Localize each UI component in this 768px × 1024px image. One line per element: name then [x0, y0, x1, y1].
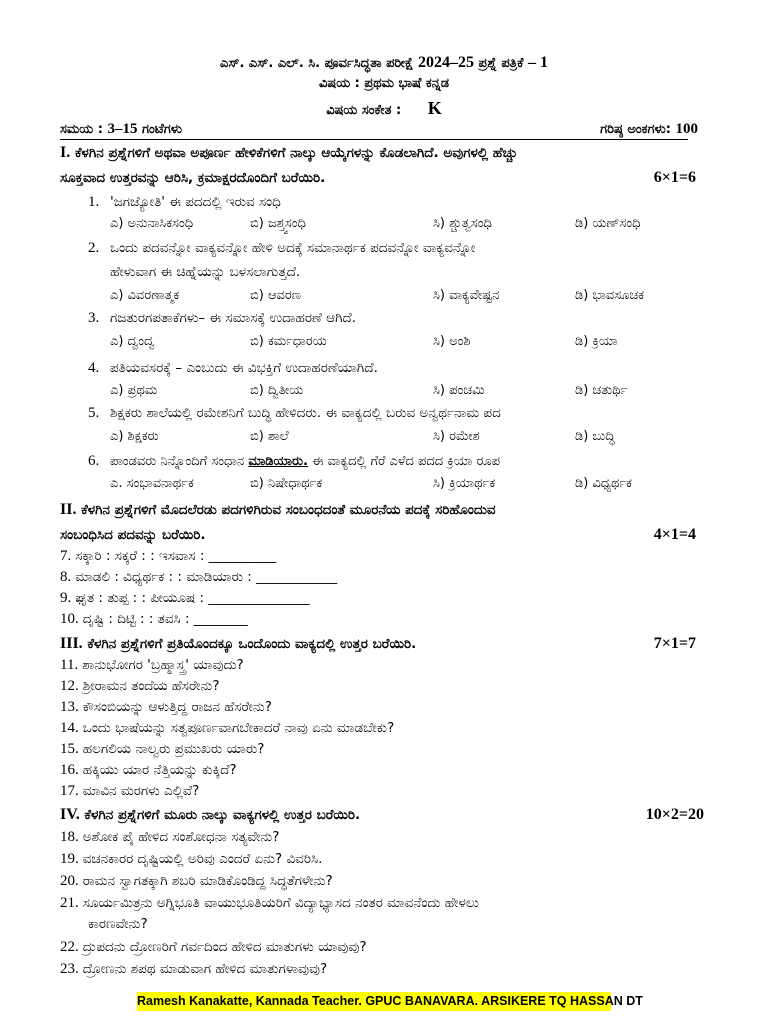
question-6: [88, 451, 500, 472]
list-item: [60, 961, 327, 978]
list-item: [60, 939, 367, 956]
section-1-marks: 6×1=6: [653, 169, 696, 186]
question-text: ಕೌಸಂಬಿಯನ್ನು ಆಳುತ್ತಿದ್ದ ರಾಜನ ಹೆಸರೇನು?: [82, 699, 272, 715]
question-2: [88, 238, 475, 258]
question-number: 16.: [60, 762, 79, 778]
question-number: 2.: [88, 240, 100, 256]
question-number: 7.: [60, 548, 72, 564]
question-text: ದೃಷ್ಟಿ : ದಿಟ್ಟಿ : : ತವಸಿ : ________: [82, 611, 248, 627]
q6-option-d: ಡಿ) ವಿಧ್ಯರ್ಥಕ: [575, 476, 632, 491]
q4-option-c: ಸಿ) ಪಂಚಮಿ: [433, 383, 485, 398]
q2-option-c: ಸಿ) ವಾಕ್ಯವೇಷ್ಟನ: [433, 288, 500, 303]
q3-option-d: ಡಿ) ಕ್ರಿಯಾ: [575, 334, 618, 349]
question-number: 17.: [60, 783, 79, 799]
question-number: 6.: [88, 453, 100, 469]
section-1-roman: I.: [60, 144, 71, 161]
q1-option-c: ಸಿ) ಶ್ಚುತ್ವಸಂಧಿ: [433, 216, 492, 231]
section-2-heading: [60, 501, 496, 519]
question-text: ದ್ರೋಣನು ಶಪಥ ಮಾಡುವಾಗ ಹೇಳಿದ ಮಾತುಗಳಾವುವು?: [82, 961, 328, 977]
q4-option-a: ಎ) ಪ್ರಥಮ: [110, 383, 158, 398]
list-item: [60, 783, 199, 800]
q6-option-b: ಬಿ) ನಿಷೇಧಾರ್ಥಕ: [250, 476, 323, 491]
section-4-roman: IV.: [60, 806, 80, 823]
question-4: [88, 358, 378, 378]
title-year: 2024–25: [417, 54, 474, 71]
question-number: 10.: [60, 611, 79, 627]
section-2-heading-line2: ಸಂಬಂಧಿಸಿದ ಪದವನ್ನು ಬರೆಯಿರಿ.: [60, 527, 206, 543]
question-number: 4.: [88, 360, 100, 376]
list-item: [60, 873, 333, 890]
question-number: 23.: [60, 961, 79, 977]
max-marks-label: ಗರಿಷ್ಠ ಅಂಕಗಳು:: [600, 122, 671, 137]
time-unit: ಗಂಟೆಗಳು: [141, 122, 183, 137]
question-number: 13.: [60, 699, 79, 715]
max-marks-line: [600, 119, 698, 140]
q3-option-b: ಬಿ) ಕರ್ಮಧಾರಯ: [250, 334, 327, 349]
question-number: 18.: [60, 829, 79, 845]
question-text: ಒಂದು ಪದವನ್ನೋ ವಾಕ್ಯವನ್ನೋ ಹೇಳಿ ಅದಕ್ಕೆ ಸಮಾನಾರ್ಥಕ ಪದವನ್ನೋ ವಾಕ್ಯವನ್ನೋ: [110, 240, 476, 256]
question-text: ಪತಿಯವಸರಕ್ಕೆ – ಎಂಬುದು ಈ ವಿಭಕ್ತಿಗೆ ಉದಾಹರಣೆಯಾಗಿದೆ.: [110, 360, 378, 376]
section-4-heading: [60, 806, 360, 824]
q4-option-b: ಬಿ) ದ್ವಿತೀಯ: [250, 383, 304, 398]
question-number: 22.: [60, 939, 79, 955]
question-number: 19.: [60, 851, 79, 867]
question-number: 15.: [60, 741, 79, 757]
list-item: [60, 569, 337, 586]
question-number: 14.: [60, 720, 79, 736]
question-number: 9.: [60, 590, 72, 606]
list-item: [60, 741, 264, 758]
question-text: ಶ್ರೀರಾಮನ ತಂದೆಯ ಹೆಸರೇನು?: [82, 678, 220, 694]
list-item: [60, 720, 394, 737]
section-1-heading-line2: ಸೂಕ್ತವಾದ ಉತ್ತರವನ್ನು ಆರಿಸಿ, ಕ್ರಮಾಕ್ಷರದೊಂದಿಗೆ ಬರೆಯಿರಿ.: [60, 170, 326, 186]
q2-option-d: ಡಿ) ಭಾವಸೂಚಕ: [575, 288, 645, 303]
time-value: 3–15: [107, 121, 138, 137]
question-number: 20.: [60, 873, 79, 889]
list-item: [60, 657, 244, 674]
question-text: ಮಾಡಲಿ : ವಿಧ್ಯರ್ಥಕ : : ಮಾಡಿಯಾರು : ____________: [75, 569, 338, 585]
question-number: 11.: [60, 657, 79, 673]
list-item: [60, 548, 276, 565]
question-text: ಒಂದು ಭಾಷೆಯನ್ನು ಸತ್ವಪೂರ್ಣವಾಗಬೇಕಾದರೆ ನಾವು ಏನು ಮಾಡಬೇಕು?: [82, 720, 395, 736]
question-text: ಶಾನುಭೋಗರ 'ಬ್ರಹ್ಮಾಸ್ತ್ರ' ಯಾವುದು?: [82, 657, 244, 673]
title-suffix: ಪ್ರಶ್ನೆ ಪತ್ರಿಕೆ: [478, 56, 524, 71]
q4-option-d: ಡಿ) ಚತುರ್ಥಿ: [575, 383, 628, 398]
q3-option-a: ಎ) ದ್ವಂದ್ವ: [110, 334, 155, 349]
subject-code-value: K: [427, 98, 442, 118]
question-text-post: ಈ ವಾಕ್ಯದಲ್ಲಿ ಗೆರೆ ಎಳೆದ ಪದದ ಕ್ರಿಯಾ ರೂಪ: [312, 454, 501, 469]
list-item: [60, 611, 248, 628]
question-5: [88, 403, 501, 423]
question-number: 1.: [88, 194, 100, 210]
section-1-line1: ಕೆಳಗಿನ ಪ್ರಶ್ನೆಗಳಿಗೆ ಅಥವಾ ಅಪೂರ್ಣ ಹೇಳಿಕೆಗಳಿಗೆ ನಾಲ್ಕು ಆಯ್ಕೆಗಳನ್ನು ಕೊಡಲಾಗಿದೆ. ಅವುಗಳಲ್ಲಿ ಹೆಚ್ಚು: [74, 145, 518, 161]
section-3-roman: III.: [60, 635, 83, 652]
title-prefix: ಎಸ್. ಎಸ್. ಎಲ್. ಸಿ. ಪೂರ್ವಸಿದ್ಧತಾ ಪರೀಕ್ಷೆ: [219, 56, 414, 71]
question-text: ಅಶೋಕ ಪೈ ಹೇಳಿದ ಸಂಶೋಧನಾ ಸತ್ಯವೇನು?: [82, 829, 280, 845]
q1-option-d: ಡಿ) ಯಣ್‌ಸಂಧಿ: [575, 216, 641, 231]
section-4-line1: ಕೆಳಗಿನ ಪ್ರಶ್ನೆಗಳಿಗೆ ಮೂರು ನಾಲ್ಕು ವಾಕ್ಯಗಳಲ್ಲಿ ಉತ್ತರ ಬರೆಯಿರಿ.: [84, 807, 361, 823]
question-3: [88, 308, 356, 328]
list-item: [60, 895, 479, 912]
question-text: ಹಲಗಲಿಯ ನಾಲ್ವರು ಪ್ರಮುಖರು ಯಾರು?: [82, 741, 265, 757]
question-text: ಗಜತುರಗಪತಾಕೆಗಳು– ಈ ಸಮಾಸಕ್ಕೆ ಉದಾಹರಣೆ ಆಗಿದೆ.: [110, 310, 357, 326]
question-text: ಸೂರ್ಯಮಿತ್ರನು ಅಗ್ನಿಭೂತಿ ವಾಯುಭೂತಿಯರಿಗೆ ವಿದ್ಯಾಭ್ಯಾಸದ ನಂತರ ಮಾವನೆಂದು ಹೇಳಲು: [82, 895, 479, 911]
list-item: [60, 829, 279, 846]
subject-code-line: [0, 98, 768, 119]
section-4-marks: 10×2=20: [645, 806, 704, 823]
teacher-credit-banner: Ramesh Kanakatte, Kannada Teacher. GPUC BANAVARA. ARSIKERE TQ HASSAN DT: [137, 992, 611, 1011]
list-item: [60, 851, 322, 868]
question-text: ದ್ರುಪದನು ದ್ರೋಣರಿಗೆ ಗರ್ವದಿಂದ ಹೇಳಿದ ಮಾತುಗಳು ಯಾವುವು?: [82, 939, 367, 955]
question-number: 3.: [88, 310, 100, 326]
question-text: ಹಕ್ಕಿಯು ಯಾರ ನೆತ್ತಿಯನ್ನು ಕುಕ್ಕಿದೆ?: [82, 762, 237, 778]
question-number: 21.: [60, 895, 79, 911]
question-1: [88, 192, 281, 212]
subject-code-label: ವಿಷಯ ಸಂಕೇತ :: [326, 103, 402, 118]
q2-option-b: ಬಿ) ಆವರಣ: [250, 288, 301, 303]
list-item: [60, 590, 310, 607]
question-2-line2: ಹೇಳುವಾಗ ಈ ಚಿಹ್ನೆಯನ್ನು ಬಳಸಲಾಗುತ್ತದೆ.: [110, 264, 301, 280]
question-text: ಸಕ್ಕಾರಿ : ಸಕ್ಕರೆ : : ಇಸವಾಸ : __________: [75, 548, 277, 564]
question-text: ಘೃತ : ತುಪ್ಪ : : ಪೀಯೂಷ : _______________: [75, 590, 310, 606]
q1-option-b: ಬಿ) ಜಶ್ತ್ವಸಂಧಿ: [250, 216, 306, 231]
title-number: – 1: [528, 54, 548, 71]
list-item: [60, 762, 237, 779]
q6-option-c: ಸಿ) ಕ್ರಿಯಾರ್ಥಕ: [433, 476, 496, 491]
question-number: 8.: [60, 569, 72, 585]
q5-option-c: ಸಿ) ರಮೇಶ: [433, 429, 480, 444]
q2-option-a: ಎ) ವಿವರಣಾತ್ಮಕ: [110, 288, 180, 303]
section-3-marks: 7×1=7: [653, 635, 696, 652]
list-item: [60, 678, 220, 695]
time-label: ಸಮಯ :: [60, 122, 103, 137]
section-2-roman: II.: [60, 501, 77, 518]
question-text: ಶಿಕ್ಷಕರು ಶಾಲೆಯಲ್ಲಿ ರಮೇಶನಿಗೆ ಬುದ್ಧಿ ಹೇಳಿದರು. ಈ ವಾಕ್ಯದಲ್ಲಿ ಬರುವ ಅನ್ವರ್ಥನಾಮ ಪದ: [110, 405, 501, 421]
section-3-heading: [60, 635, 416, 653]
subject-line: ವಿಷಯ : ಪ್ರಥಮ ಭಾಷೆ ಕನ್ನಡ: [318, 76, 450, 91]
header-rule: [60, 139, 688, 140]
underlined-word: ಮಾಡಿಯಾರು.: [248, 454, 308, 469]
question-number: 12.: [60, 678, 79, 694]
q5-option-d: ಡಿ) ಬುದ್ಧಿ: [575, 429, 615, 444]
q6-option-a: ಎ. ಸಂಭಾವನಾರ್ಥಕ: [110, 476, 194, 491]
q5-option-b: ಬಿ) ಶಾಲೆ: [250, 429, 289, 444]
question-text: 'ಜಗಜ್ಯೋತಿ' ಈ ಪದದಲ್ಲಿ ಇರುವ ಸಂಧಿ: [110, 194, 281, 210]
question-text: ವಚನಕಾರರ ದೃಷ್ಟಿಯಲ್ಲಿ ಅರಿವು ಎಂದರೆ ಏನು? ವಿವರಿಸಿ.: [82, 851, 323, 867]
section-2-marks: 4×1=4: [653, 526, 696, 543]
question-number: 5.: [88, 405, 100, 421]
question-text: ರಾಮನ ಸ್ವಾಗತಕ್ಕಾಗಿ ಶಬರಿ ಮಾಡಿಕೊಂಡಿದ್ದ ಸಿದ್ಧತೆಗಳೇನು?: [82, 873, 333, 889]
question-text: ಮಾವಿನ ಮರಗಳು ಎಲ್ಲಿವೆ?: [82, 783, 200, 799]
q1-option-a: ಎ) ಅನುನಾಸಿಕಸಂಧಿ: [110, 216, 194, 231]
section-2-line1: ಕೆಳಗಿನ ಪ್ರಶ್ನೆಗಳಿಗೆ ಮೊದಲೆರಡು ಪದಗಳಿಗಿರುವ ಸಂಬಂಧದಂತೆ ಮೂರನೆಯ ಪದಕ್ಕೆ ಸರಿಹೊಂದುವ: [81, 502, 496, 518]
section-1-heading: [60, 144, 518, 162]
max-marks-value: 100: [675, 121, 698, 137]
q5-option-a: ಎ) ಶಿಕ್ಷಕರು: [110, 429, 159, 444]
paper-title: [0, 54, 768, 72]
section-3-line1: ಕೆಳಗಿನ ಪ್ರಶ್ನೆಗಳಿಗೆ ಪ್ರತಿಯೊಂದಕ್ಕೂ ಒಂದೊಂದು ವಾಕ್ಯದಲ್ಲಿ ಉತ್ತರ ಬರೆಯಿರಿ.: [87, 636, 417, 652]
list-item: [60, 699, 272, 716]
q3-option-c: ಸಿ) ಅಂಶಿ: [433, 334, 471, 349]
question-text-pre: ಪಾಂಡವರು ನಿನ್ನೊಂದಿಗೆ ಸಂಧಾನ: [110, 454, 245, 469]
time-line: [60, 119, 182, 140]
list-item-continuation: ಕಾರಣವೇನು?: [88, 916, 148, 932]
